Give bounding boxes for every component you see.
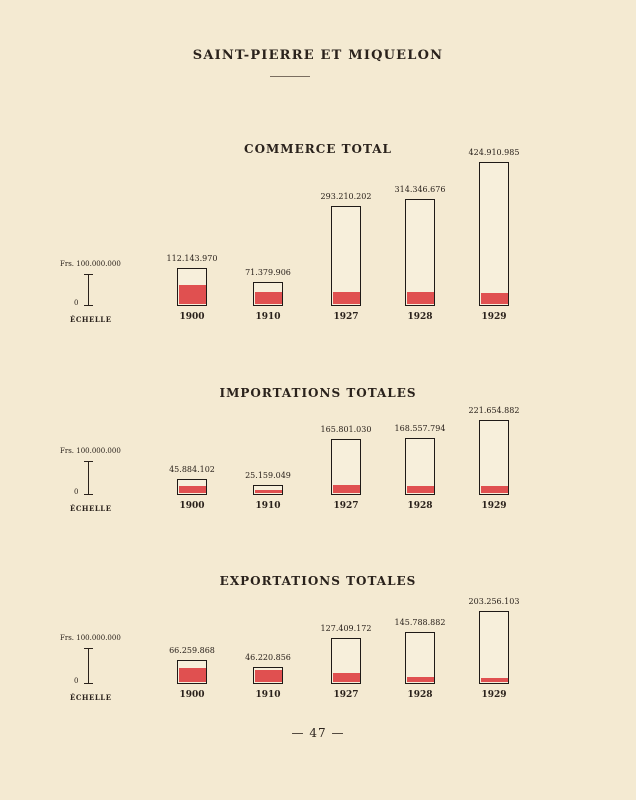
scale-bar — [84, 274, 93, 306]
bar-value-label: 46.220.856 — [245, 653, 291, 663]
bar-fill — [179, 486, 206, 494]
bar — [479, 420, 509, 495]
scale-zero-label: 0 — [74, 299, 79, 307]
bar-fill — [255, 292, 282, 305]
scale-cap-bottom — [84, 494, 93, 495]
bar-fill — [481, 678, 508, 683]
bar — [405, 199, 435, 306]
x-tick-label: 1927 — [333, 312, 359, 322]
bar-value-label: 112.143.970 — [166, 253, 218, 263]
bar — [479, 611, 509, 684]
scale-zero-label: 0 — [74, 677, 79, 685]
bar-value-label: 424.910.985 — [468, 147, 520, 157]
bar-value-label: 168.557.794 — [394, 423, 446, 433]
scale-stem — [88, 461, 89, 495]
scale-bar — [84, 461, 93, 495]
scale-cap-bottom — [84, 305, 93, 306]
scale-bar — [84, 648, 93, 684]
x-tick-label: 1910 — [255, 690, 281, 700]
scale-caption: ÉCHELLE — [70, 504, 112, 513]
bar-fill — [407, 677, 434, 683]
bar-value-label: 45.884.102 — [169, 465, 215, 475]
x-tick-label: 1900 — [179, 501, 205, 511]
bar-value-label: 314.346.676 — [394, 185, 446, 195]
bar — [479, 162, 509, 306]
x-tick-label: 1900 — [179, 312, 205, 322]
scale-zero-label: 0 — [74, 488, 79, 496]
bar-fill — [179, 668, 206, 683]
bar-fill — [255, 670, 282, 682]
x-tick-label: 1929 — [481, 501, 507, 511]
scale-top-label: Frs. 100.000.000 — [60, 634, 121, 642]
bar-fill — [407, 292, 434, 304]
bar-value-label: 71.379.906 — [245, 267, 291, 277]
chart-title: EXPORTATIONS TOTALES — [219, 574, 417, 588]
bar-fill — [255, 490, 282, 494]
x-tick-label: 1929 — [481, 690, 507, 700]
x-tick-label: 1910 — [255, 312, 281, 322]
chart-title: IMPORTATIONS TOTALES — [219, 386, 417, 400]
bar-fill — [333, 292, 360, 305]
bar-value-label: 25.159.049 — [245, 471, 291, 480]
bar-fill — [333, 673, 360, 682]
bar-fill — [481, 486, 508, 493]
x-tick-label: 1928 — [407, 501, 433, 511]
bar-fill — [407, 486, 434, 494]
bar-value-label: 221.654.882 — [468, 405, 520, 415]
scale-stem — [88, 648, 89, 684]
scale-caption: ÉCHELLE — [70, 315, 112, 324]
bar-value-label: 145.788.882 — [394, 617, 446, 627]
bar-fill — [333, 485, 360, 494]
scale-caption: ÉCHELLE — [70, 693, 112, 702]
bar-value-label: 293.210.202 — [320, 192, 372, 202]
x-tick-label: 1927 — [333, 690, 359, 700]
scale-top-label: Frs. 100.000.000 — [60, 260, 121, 268]
title-divider — [270, 76, 310, 77]
x-tick-label: 1928 — [407, 690, 433, 700]
x-tick-label: 1928 — [407, 312, 433, 322]
page-number: — 47 — — [291, 726, 345, 740]
x-tick-label: 1929 — [481, 312, 507, 322]
page-title: SAINT-PIERRE ET MIQUELON — [192, 48, 444, 63]
scale-cap-bottom — [84, 683, 93, 684]
chart-title: COMMERCE TOTAL — [244, 142, 392, 156]
bar-fill — [179, 285, 206, 304]
bar-value-label: 165.801.030 — [320, 424, 372, 434]
bar-value-label: 127.409.172 — [320, 624, 372, 634]
bar-fill — [481, 293, 508, 304]
scale-top-label: Frs. 100.000.000 — [60, 447, 121, 455]
x-tick-label: 1900 — [179, 690, 205, 700]
scale-stem — [88, 274, 89, 306]
bar-value-label: 66.259.868 — [169, 646, 215, 656]
bar-value-label: 203.256.103 — [468, 596, 520, 606]
x-tick-label: 1927 — [333, 501, 359, 511]
x-tick-label: 1910 — [255, 501, 281, 511]
